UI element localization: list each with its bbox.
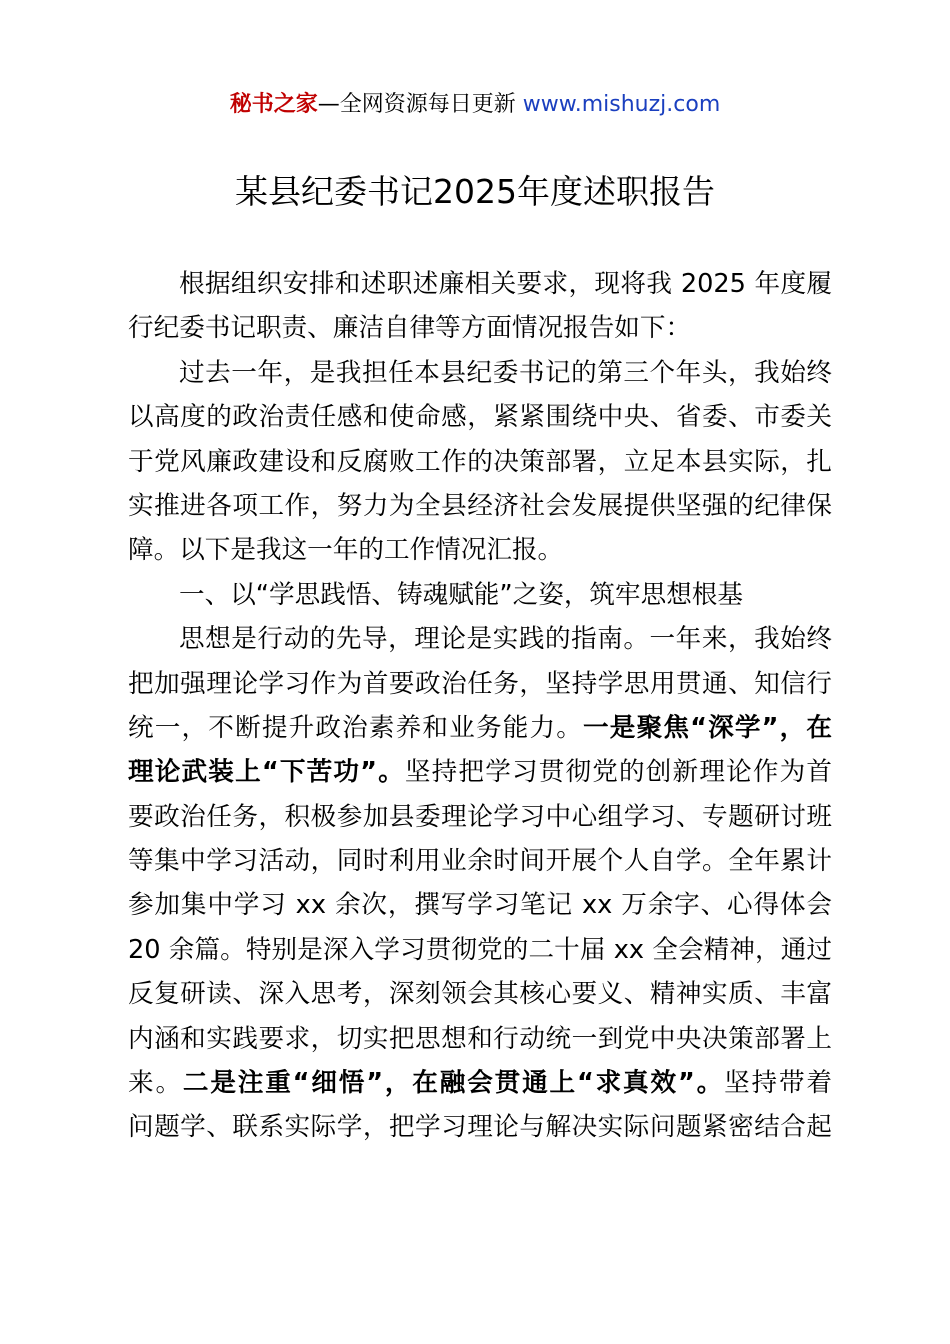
paragraph-line bbox=[128, 1061, 832, 1105]
document-title: 某县纪委书记2025年度述职报告 bbox=[235, 172, 715, 211]
paragraph-line: 要政治任务，积极参加县委理论学习中心组学习、专题研讨班 bbox=[128, 801, 832, 832]
paragraph-line: 以高度的政治责任感和使命感，紧紧围绕中央、省委、市委关 bbox=[128, 402, 832, 433]
line-segment: 坚持带着 bbox=[724, 1068, 832, 1099]
banner-url-link[interactable]: www.mishuzj.com bbox=[522, 92, 721, 117]
banner-brand: 秘书之家 bbox=[229, 92, 318, 117]
paragraph-line bbox=[128, 706, 832, 750]
paragraph-line: 根据组织安排和述职述廉相关要求，现将我 2025 年度履 bbox=[179, 269, 832, 299]
site-banner bbox=[0, 88, 950, 122]
line-segment: 坚持把学习贯彻党的创新理论作为首 bbox=[404, 757, 832, 788]
paragraph-line: 参加集中学习 xx 余次，撰写学习笔记 xx 万余字、心得体会 bbox=[128, 890, 832, 921]
paragraph-line: 实推进各项工作，努力为全县经济社会发展提供坚强的纪律保 bbox=[128, 490, 832, 521]
bold-point: 一是聚焦“深学”，在 bbox=[583, 712, 832, 743]
paragraph-line: 过去一年，是我担任本县纪委书记的第三个年头，我始终 bbox=[179, 357, 832, 388]
paragraph-line bbox=[128, 750, 832, 794]
section-heading: 一、以“学思践悟、铸魂赋能”之姿，筑牢思想根基 bbox=[179, 579, 743, 610]
paragraph-line: 行纪委书记职责、廉洁自律等方面情况报告如下： bbox=[128, 313, 692, 344]
paragraph-line: 于党风廉政建设和反腐败工作的决策部署，立足本县实际，扎 bbox=[128, 446, 832, 477]
line-segment: 统一，不断提升政治素养和业务能力。 bbox=[128, 712, 584, 743]
bold-point: 理论武装上“下苦功”。 bbox=[128, 757, 405, 788]
paragraph-line: 把加强理论学习作为首要政治任务，坚持学思用贯通、知信行 bbox=[128, 668, 832, 699]
paragraph-line: 反复研读、深入思考，深刻领会其核心要义、精神实质、丰富 bbox=[128, 979, 832, 1010]
paragraph-line: 等集中学习活动，同时利用业余时间开展个人自学。全年累计 bbox=[128, 846, 832, 877]
paragraph-line: 20 余篇。特别是深入学习贯彻党的二十届 xx 全会精神，通过 bbox=[128, 934, 832, 965]
document-body bbox=[128, 262, 832, 1150]
paragraph-line: 障。以下是我这一年的工作情况汇报。 bbox=[128, 535, 564, 566]
banner-tagline: —全网资源每日更新 bbox=[317, 92, 523, 117]
line-segment: 来。 bbox=[128, 1068, 183, 1099]
paragraph-line: 思想是行动的先导，理论是实践的指南。一年来，我始终 bbox=[179, 624, 832, 655]
paragraph-line: 内涵和实践要求，切实把思想和行动统一到党中央决策部署上 bbox=[128, 1023, 832, 1054]
bold-point: 二是注重“细悟”，在融会贯通上“求真效”。 bbox=[182, 1068, 725, 1099]
paragraph-line: 问题学、联系实际学，把学习理论与解决实际问题紧密结合起 bbox=[128, 1112, 832, 1143]
